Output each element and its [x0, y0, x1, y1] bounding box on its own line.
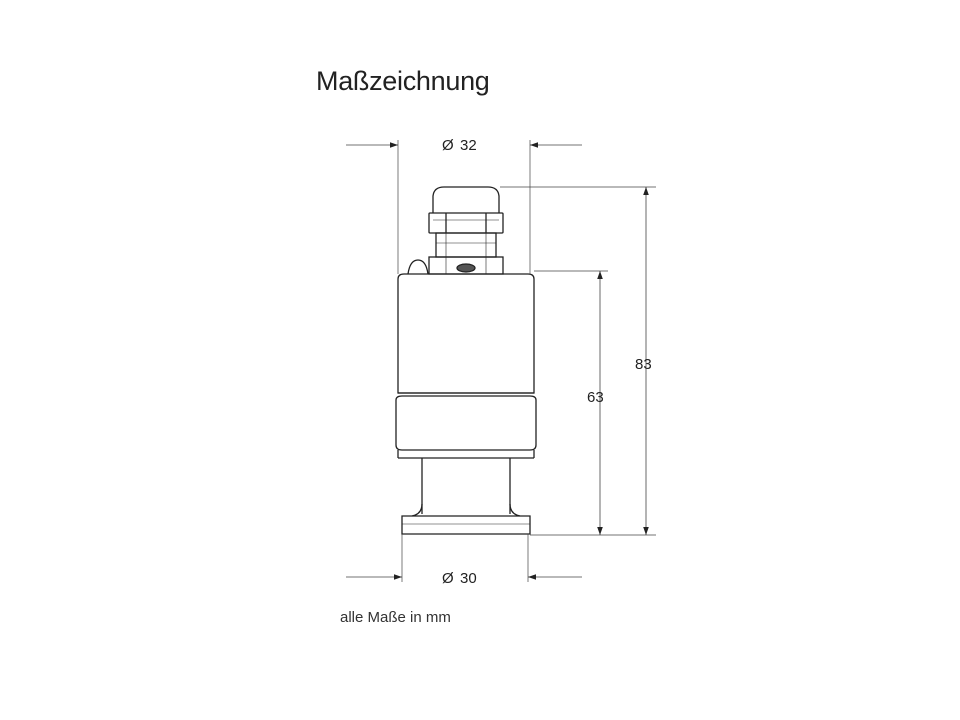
bottom-diameter-value: 30 [460, 570, 477, 587]
dim-bottom-diameter [442, 570, 477, 587]
units-note: alle Maße in mm [340, 609, 451, 626]
top-diameter-value: 32 [460, 137, 477, 154]
diameter-symbol-top: Ø [442, 137, 454, 154]
total-height-value: 83 [635, 356, 652, 373]
sensor-outline [396, 187, 536, 534]
diameter-symbol-bottom: Ø [442, 570, 454, 587]
page-title: Maßzeichnung [316, 66, 490, 96]
dim-top-diameter [442, 137, 477, 154]
dimension-lines [346, 145, 646, 577]
body-height-value: 63 [587, 389, 604, 406]
